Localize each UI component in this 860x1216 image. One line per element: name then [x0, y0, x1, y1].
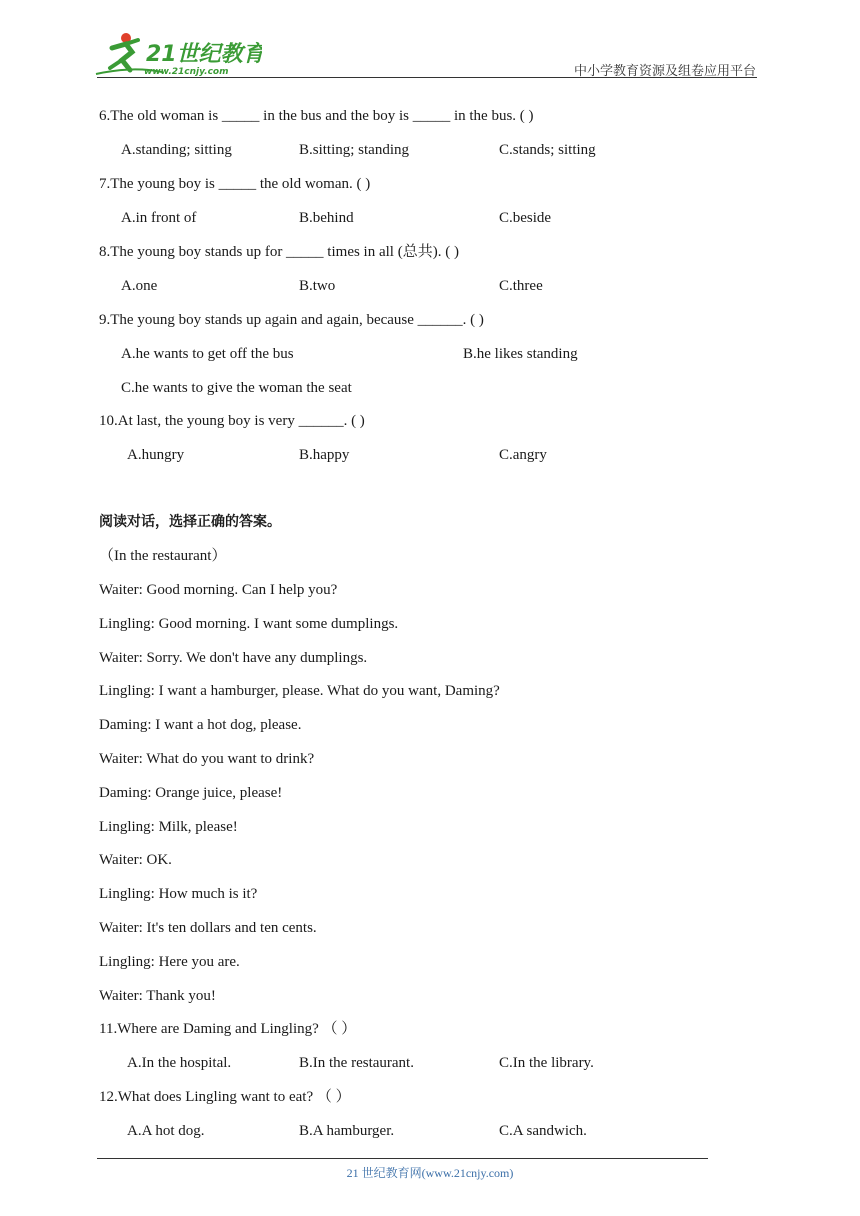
- question-6: 6.The old woman is _____ in the bus and the boy is _____ in the bus. ( ): [99, 108, 534, 124]
- dialogue-line: Lingling: Good morning. I want some dumplings.: [99, 616, 399, 632]
- option-12b: B.A hamburger.: [299, 1123, 395, 1139]
- header-platform-text: 中小学教育资源及组卷应用平台: [573, 64, 756, 79]
- logo-text: 21世纪教育: [146, 42, 262, 67]
- dialogue-line: Daming: Orange juice, please!: [99, 785, 283, 801]
- logo-url: www.21cnjy.com: [144, 67, 229, 77]
- option-9c: C.he wants to give the woman the seat: [121, 380, 352, 396]
- option-6c: C.stands; sitting: [499, 142, 596, 158]
- option-8c: C.three: [499, 278, 543, 294]
- dialogue-line: Lingling: I want a hamburger, please. What do you want, Daming?: [99, 683, 500, 699]
- section-title: 阅读对话，选择正确的答案。: [99, 514, 281, 530]
- dialogue-line: Waiter: Good morning. Can I help you?: [99, 582, 338, 598]
- option-9a: A.he wants to get off the bus: [121, 346, 294, 362]
- dialogue-line: Waiter: Thank you!: [99, 988, 216, 1004]
- option-12c: C.A sandwich.: [499, 1123, 587, 1139]
- option-12a: A.A hot dog.: [127, 1123, 205, 1139]
- option-6b: B.sitting; standing: [299, 142, 410, 158]
- dialogue-line: Lingling: Milk, please!: [99, 819, 238, 835]
- dialogue-line: Waiter: Sorry. We don't have any dumplings.: [99, 650, 368, 666]
- option-8b: B.two: [299, 278, 336, 294]
- header-divider: [97, 77, 757, 78]
- option-6a: A.standing; sitting: [121, 142, 232, 158]
- option-7a: A.in front of: [121, 210, 197, 226]
- dialogue-setting: （In the restaurant）: [99, 548, 227, 564]
- logo: [92, 30, 262, 80]
- question-12: 12.What does Lingling want to eat? （ ）: [99, 1089, 351, 1105]
- question-7: 7.The young boy is _____ the old woman. ( ): [99, 176, 371, 192]
- dialogue-line: Waiter: It's ten dollars and ten cents.: [99, 920, 317, 936]
- option-7b: B.behind: [299, 210, 354, 226]
- question-9: 9.The young boy stands up again and again, because ______. ( ): [99, 312, 484, 328]
- footer-link[interactable]: 21 世纪教育网(www.21cnjy.com): [346, 1166, 514, 1180]
- dialogue-line: Lingling: How much is it?: [99, 886, 258, 902]
- option-11b: B.In the restaurant.: [299, 1055, 414, 1071]
- option-8a: A.one: [121, 278, 158, 294]
- question-8: 8.The young boy stands up for _____ times in all (总共). ( ): [99, 244, 459, 260]
- option-11c: C.In the library.: [499, 1055, 594, 1071]
- option-10b: B.happy: [299, 447, 350, 463]
- dialogue-line: Waiter: What do you want to drink?: [99, 751, 315, 767]
- option-10c: C.angry: [499, 447, 547, 463]
- runner-logo-icon: [92, 30, 262, 80]
- option-9b: B.he likes standing: [463, 346, 578, 362]
- option-10a: A.hungry: [127, 447, 185, 463]
- footer-divider: [97, 1158, 708, 1159]
- dialogue-line: Lingling: Here you are.: [99, 954, 240, 970]
- option-7c: C.beside: [499, 210, 552, 226]
- question-11: 11.Where are Daming and Lingling? （ ）: [99, 1021, 357, 1037]
- dialogue-line: Daming: I want a hot dog, please.: [99, 717, 302, 733]
- option-11a: A.In the hospital.: [127, 1055, 232, 1071]
- question-10: 10.At last, the young boy is very ______. ( ): [99, 413, 365, 429]
- dialogue-line: Waiter: OK.: [99, 852, 172, 868]
